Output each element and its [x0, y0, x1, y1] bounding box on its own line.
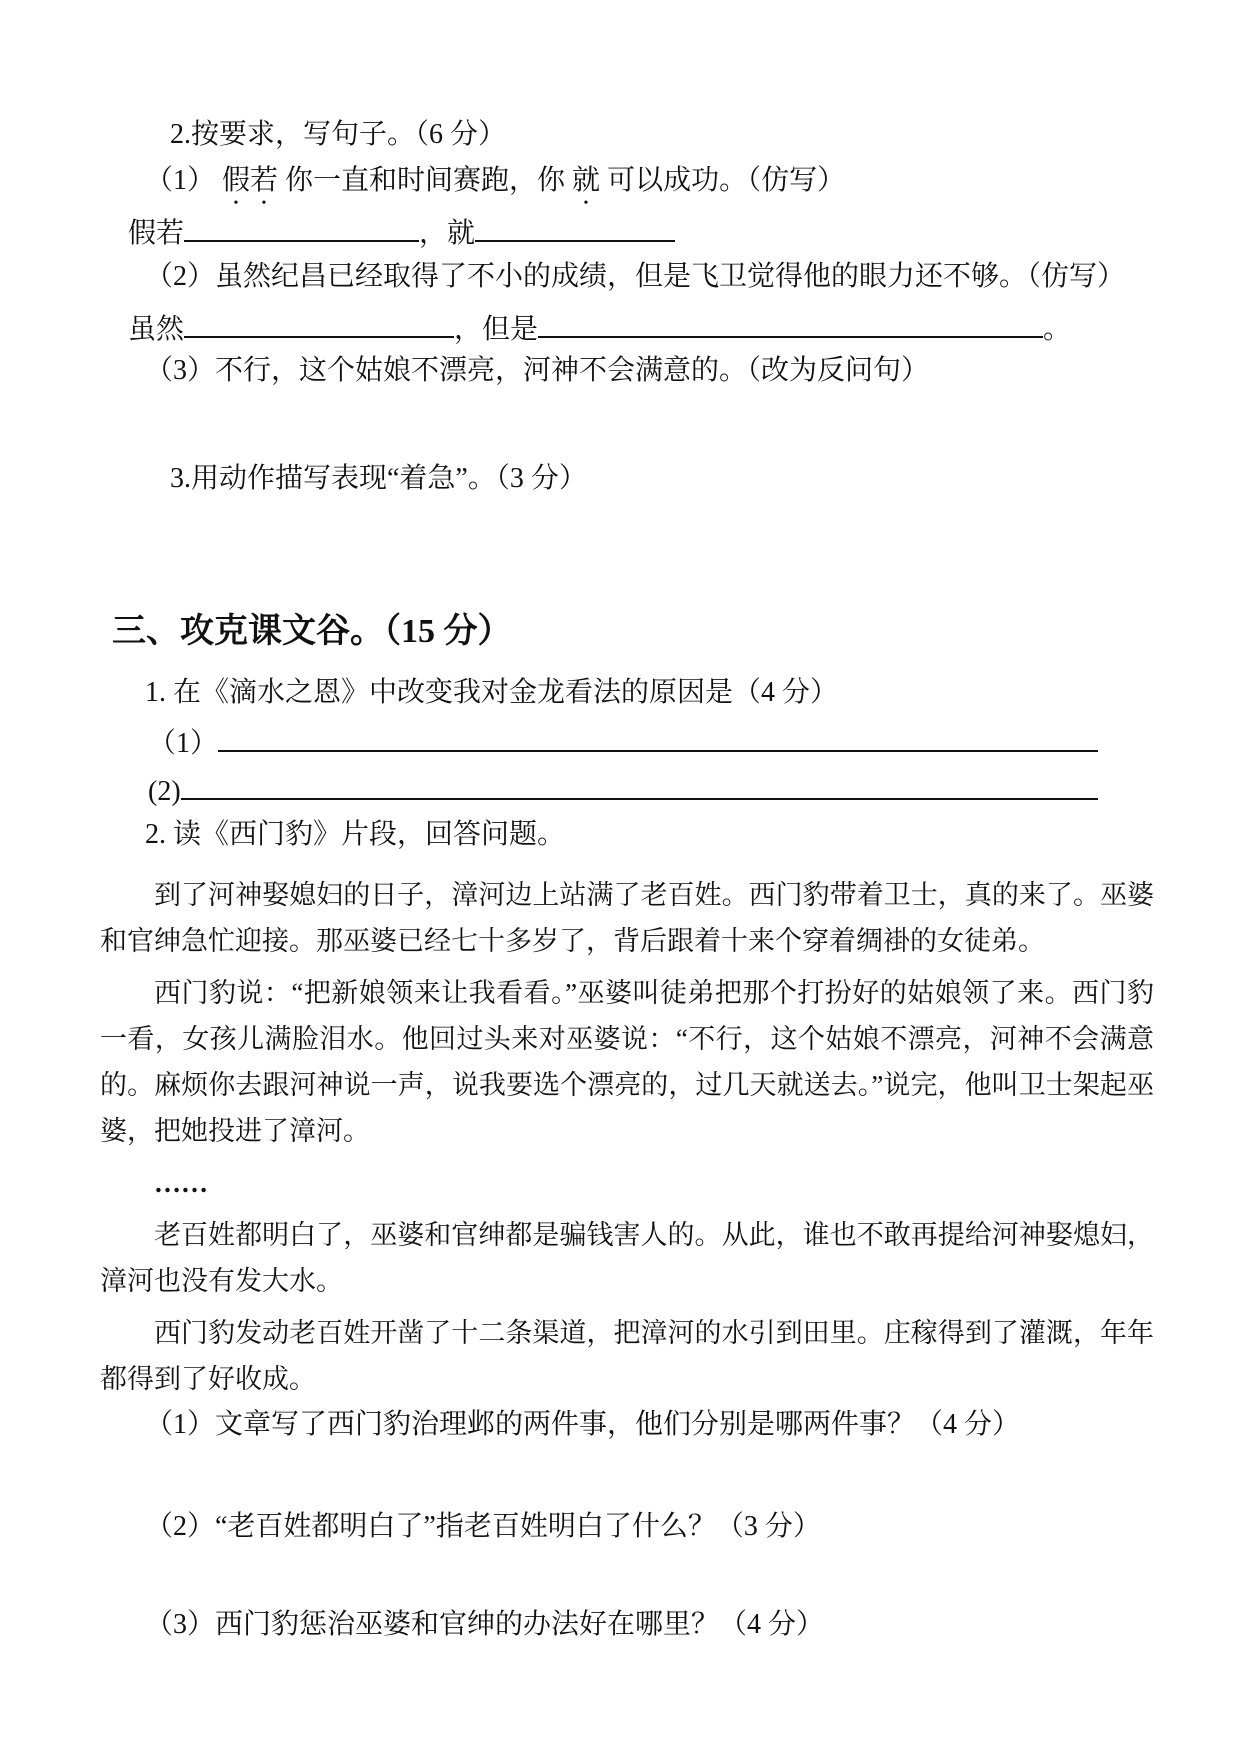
section-3-question-2-intro: 2. 读《西门豹》片段，回答问题。: [145, 819, 566, 850]
passage-paragraph-4: 西门豹发动老百姓开凿了十二条渠道，把漳河的水引到田里。庄稼得到了灌溉，年年都得到了好收成。: [100, 1318, 1154, 1394]
answer-line-2: [148, 770, 1098, 809]
passage-paragraph-1: 到了河神娶媳妇的日子，漳河边上站满了老百姓。西门豹带着卫士，真的来了。巫婆和官绅急忙迎接。那巫婆已经七十多岁了，背后跟着十来个穿着绸褂的女徒弟。: [100, 880, 1154, 956]
passage-sub-question-1: （1）文章写了西门豹治理邺的两件事，他们分别是哪两件事？（4 分）: [145, 1409, 1021, 1440]
fill-blank-3: [184, 308, 454, 338]
fill-blank-2: [475, 212, 675, 242]
item-1-middle-text: 你一直和时间赛跑，你: [285, 165, 566, 196]
passage-sub-question-3: （3）西门豹惩治巫婆和官绅的办法好在哪里？（4 分）: [145, 1609, 825, 1640]
fill-sep-jiu: ，就: [419, 218, 476, 249]
fill-blank-4: [538, 308, 1043, 338]
question-2-item-2: （2）虽然纪昌已经取得了不小的成绩，但是飞卫觉得他的眼力还不够。（仿写）: [145, 261, 1126, 292]
passage-paragraph-3: 老百姓都明白了，巫婆和官绅都是骗钱害人的。从此，谁也不敢再提给河神娶熄妇，漳河也没有发大水。: [100, 1220, 1154, 1296]
item-1-prefix: （1）: [145, 165, 216, 196]
fill-line-suiran: [128, 308, 1071, 347]
answer-line-2-blank: [181, 770, 1098, 800]
question-2-item-1: [145, 164, 845, 211]
section-3-question-1: 1. 在《滴水之恩》中改变我对金龙看法的原因是（4 分）: [145, 677, 839, 708]
item-1-emphasized-word-2: 就: [572, 165, 601, 196]
passage-sub-question-2: （2）“老百姓都明白了”指老百姓明白了什么？（3 分）: [145, 1511, 821, 1542]
section-3-heading: 三、攻克课文谷。（15 分）: [112, 613, 512, 650]
fill-end-period: 。: [1043, 314, 1072, 345]
question-3-header: 3.用动作描写表现“着急”。（3 分）: [170, 463, 587, 494]
question-2-item-3: （3）不行，这个姑娘不漂亮，河神不会满意的。（改为反问句）: [145, 355, 930, 386]
answer-line-1-label: （1）: [148, 728, 219, 759]
fill-blank-1: [184, 212, 419, 242]
passage-ellipsis: ……: [154, 1168, 208, 1198]
answer-line-1-blank: [218, 722, 1098, 752]
answer-line-1: [148, 722, 1098, 761]
passage-paragraph-2: 西门豹说：“把新娘领来让我看看。”巫婆叫徒弟把那个打扮好的姑娘领了来。西门豹一看，女孩儿满脸泪水。他回过头来对巫婆说：“不行，这个姑娘不漂亮，河神不会满意的。麻烦你去跟河神说一声，说我要选个漂亮的，过几天就送去。”说完，他叫卫士架起巫婆，把她投进了漳河。: [100, 978, 1154, 1146]
question-2-header: 2.按要求，写句子。（6 分）: [170, 119, 507, 150]
fill-line-jiaruo: [128, 212, 675, 251]
item-1-emphasized-word-1: 假若: [222, 165, 279, 196]
reading-passage: [100, 872, 1154, 1402]
fill-label-jiaruo: 假若: [128, 218, 185, 249]
item-1-suffix: 可以成功。（仿写）: [607, 165, 846, 196]
fill-sep-danshi: ，但是: [454, 314, 539, 345]
fill-label-suiran: 虽然: [128, 314, 185, 345]
answer-line-2-label: (2): [148, 776, 181, 807]
